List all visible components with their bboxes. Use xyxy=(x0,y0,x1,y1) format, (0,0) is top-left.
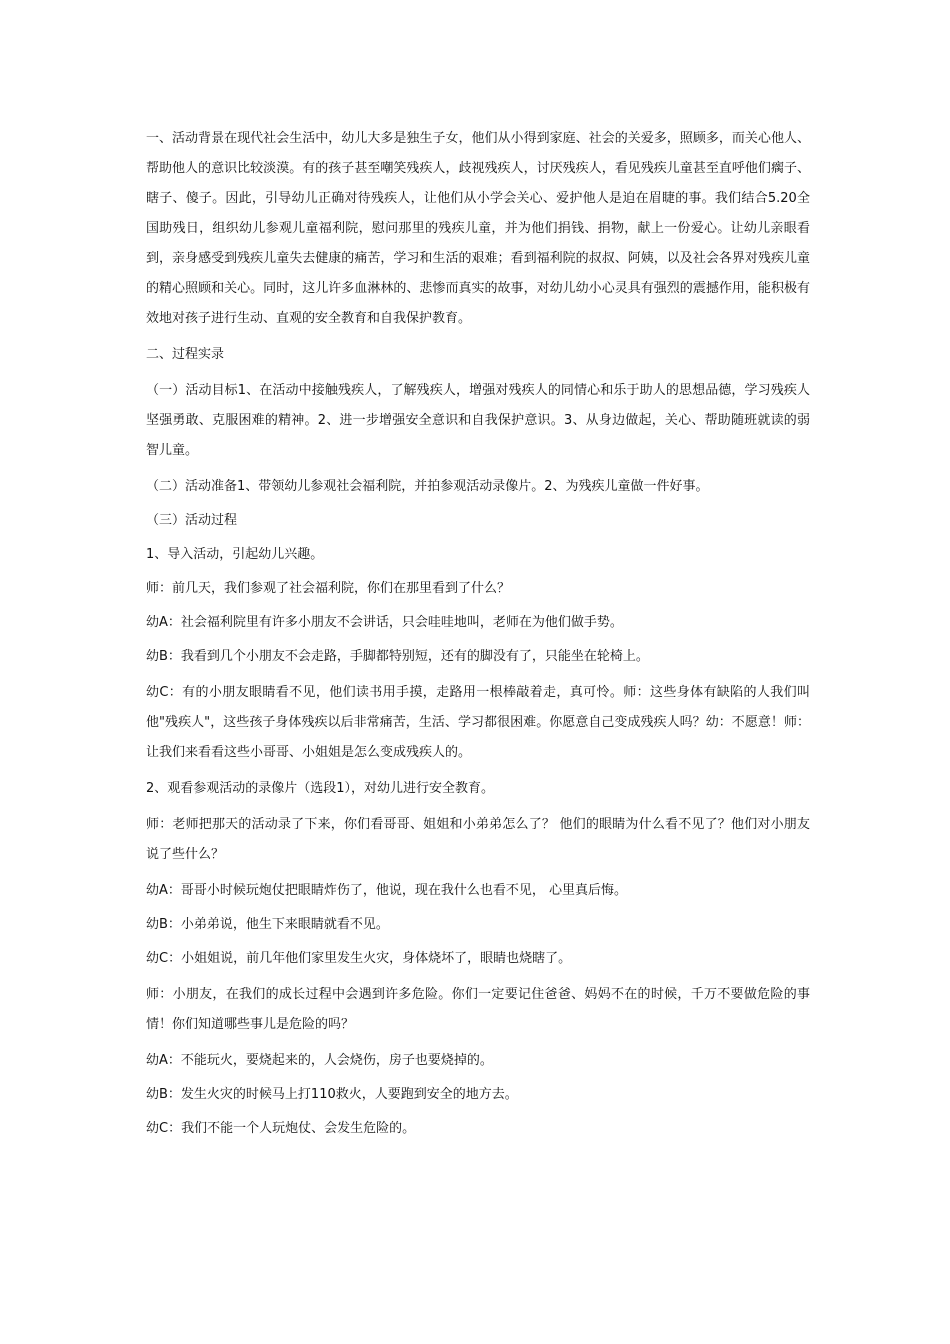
paragraph-teacher-question-3: 师：小朋友，在我们的成长过程中会遇到许多危险。你们一定要记住爸爸、妈妈不在的时候，千万不要做危险的事情！你们知道哪些事儿是危险的吗？ xyxy=(146,987,810,1032)
paragraph-activity-preparation: （二）活动准备1、带领幼儿参观社会福利院，并拍参观活动录像片。2、为残疾儿童做一件好事。 xyxy=(146,479,709,494)
paragraph-step-2: 2、观看参观活动的录像片（选段1），对幼儿进行安全教育。 xyxy=(146,781,495,796)
paragraph-child-a-3: 幼A：不能玩火，要烧起来的，人会烧伤，房子也要烧掉的。 xyxy=(146,1053,493,1068)
paragraph-teacher-question-2: 师：老师把那天的活动录了下来，你们看哥哥、姐姐和小弟弟怎么了？ 他们的眼睛为什么看不见了？他们对小朋友说了些什么？ xyxy=(146,817,810,862)
paragraph-teacher-question-1: 师：前几天，我们参观了社会福利院，你们在那里看到了什么？ xyxy=(146,581,511,596)
paragraph-child-b-3: 幼B：发生火灾的时候马上打110救火，人要跑到安全的地方去。 xyxy=(146,1087,518,1102)
paragraph-child-a-1: 幼A：社会福利院里有许多小朋友不会讲话，只会哇哇地叫，老师在为他们做手势。 xyxy=(146,615,623,630)
paragraph-activity-goals: （一）活动目标1、在活动中接触残疾人，了解残疾人，增强对残疾人的同情心和乐于助人的思想品德，学习残疾人坚强勇敢、克服困难的精神。2、进一步增强安全意识和自我保护意识。3、从身边做起，关心、帮助随班就读的弱智儿童。 xyxy=(146,383,810,458)
paragraph-child-c-3: 幼C：我们不能一个人玩炮仗、会发生危险的。 xyxy=(146,1121,416,1136)
heading-process-record: 二、过程实录 xyxy=(146,347,225,362)
paragraph-step-1: 1、导入活动，引起幼儿兴趣。 xyxy=(146,547,324,562)
paragraph-child-a-2: 幼A：哥哥小时候玩炮仗把眼睛炸伤了，他说，现在我什么也看不见， 心里真后悔。 xyxy=(146,883,628,898)
paragraph-child-c-2: 幼C：小姐姐说，前几年他们家里发生火灾，身体烧坏了，眼睛也烧瞎了。 xyxy=(146,951,572,966)
paragraph-child-b-2: 幼B：小弟弟说，他生下来眼睛就看不见。 xyxy=(146,917,389,932)
heading-activity-process: （三）活动过程 xyxy=(146,513,238,528)
paragraph-child-b-1: 幼B：我看到几个小朋友不会走路，手脚都特别短，还有的脚没有了，只能坐在轮椅上。 xyxy=(146,649,649,664)
document-body xyxy=(146,124,810,1150)
paragraph-child-c-1: 幼C：有的小朋友眼睛看不见，他们读书用手摸，走路用一根棒敲着走，真可怜。师：这些身体有缺陷的人我们叫他"残疾人"，这些孩子身体残疾以后非常痛苦，生活、学习都很困难。你愿意自己变成残疾人吗？幼：不愿意！师：让我们来看看这些小哥哥、小姐姐是怎么变成残疾人的。 xyxy=(146,685,810,760)
paragraph-background: 一、活动背景在现代社会生活中，幼儿大多是独生子女，他们从小得到家庭、社会的关爱多，照顾多，而关心他人、帮助他人的意识比较淡漠。有的孩子甚至嘲笑残疾人，歧视残疾人，讨厌残疾人，看见残疾儿童甚至直呼他们瘸子、瞎子、傻子。因此，引导幼儿正确对待残疾人，让他们从小学会关心、爱护他人是迫在眉睫的事。我们结合5.20全国助残日，组织幼儿参观儿童福利院，慰问那里的残疾儿童，并为他们捐钱、捐物，献上一份爱心。让幼儿亲眼看到，亲身感受到残疾儿童失去健康的痛苦，学习和生活的艰难；看到福利院的叔叔、阿姨，以及社会各界对残疾儿童的精心照顾和关心。同时，这儿许多血淋林的、悲惨而真实的故事，对幼儿幼小心灵具有强烈的震撼作用，能积极有效地对孩子进行生动、直观的安全教育和自我保护教育。 xyxy=(146,131,810,326)
